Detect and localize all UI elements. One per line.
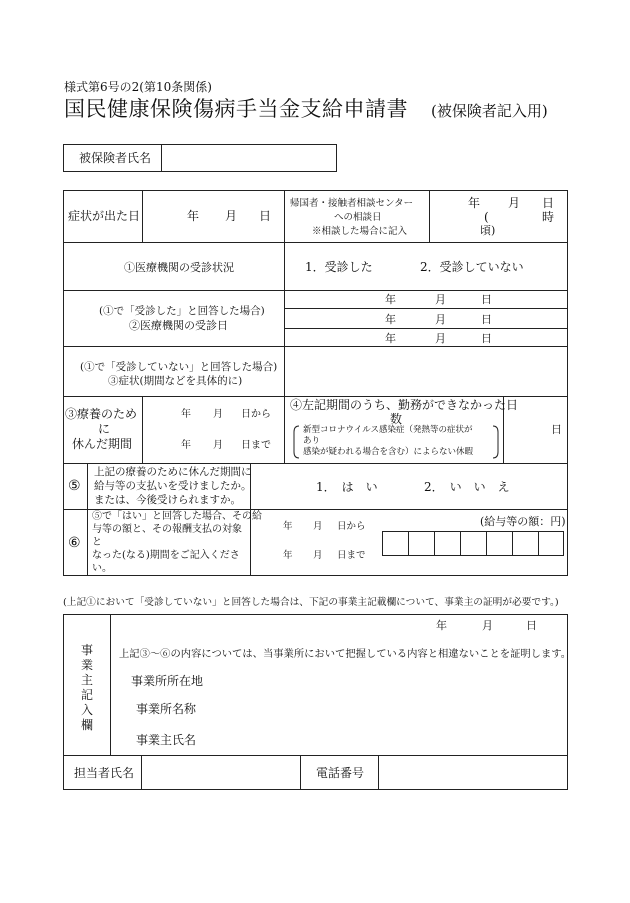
employer-owner-field[interactable] [215, 731, 555, 751]
employer-date-field[interactable]: 年 月 日 [436, 619, 537, 632]
insured-name-field[interactable] [163, 146, 335, 170]
q3b-period-field[interactable]: 年 月 日から 年 月 日まで [181, 409, 271, 451]
employer-address-field[interactable] [215, 672, 555, 692]
consult-label-2: への相談日 [334, 212, 382, 223]
employer-name-label: 事業所名称 [136, 702, 197, 716]
q2-date-1[interactable]: 年 月 日 [385, 293, 492, 306]
consult-date-field[interactable]: 年 月 日 ( 時 頃) [468, 196, 555, 237]
q5-option-yes[interactable]: 1． は い [316, 480, 378, 494]
q5-number: ⑤ [68, 478, 81, 494]
q3a-symptom-field[interactable] [285, 347, 567, 395]
employer-owner-label: 事業主氏名 [136, 733, 197, 747]
q6-amount-boxes[interactable] [382, 531, 564, 556]
employer-note: (上記①において「受診していない」と回答した場合は、下記の事業主記載欄について、事業主の証明が必要です。) [63, 597, 559, 608]
q5-text-2: 給与等の支払いを受けましたか。 [94, 480, 252, 492]
symptom-date-field[interactable]: 年 月 日 [187, 209, 272, 223]
phone-field[interactable] [379, 756, 567, 789]
consult-label-1: 帰国者・接触者相談センター [290, 198, 414, 209]
q5-text-3: または、今後受けられますか。 [94, 494, 241, 506]
form-number: 様式第6号の2(第10条関係) [64, 80, 212, 94]
q6-amount-label: (給与等の額：円) [480, 515, 566, 528]
q4-note-3: 感染が疑われる場合を含む）によらない休暇 [303, 447, 474, 457]
employer-name-field[interactable] [215, 700, 555, 720]
q1-option-not-visited[interactable]: 2．受診していない [420, 260, 524, 274]
q2-date-2[interactable]: 年 月 日 [385, 313, 492, 326]
q4-note-2: あり [303, 436, 321, 446]
q6-text-4: なった(なる)期間をご記入くださ [92, 550, 240, 561]
q3b-label-3: 休んだ期間 [72, 437, 133, 451]
q1-label: ①医療機関の受診状況 [124, 261, 234, 274]
q4-days-field[interactable]: 日 [551, 423, 562, 436]
form-title: 国民健康保険傷病手当金支給申請書 [64, 97, 408, 121]
q4-label-2: 数 [390, 412, 403, 426]
q3b-label-1: ③療養のため [65, 407, 138, 421]
insured-name-label: 被保険者氏名 [79, 151, 152, 165]
q2-label-1: (①で「受診した」と回答した場合) [99, 305, 265, 317]
q3a-label-2: ③症状(期間などを具体的に) [108, 375, 243, 387]
employer-address-label: 事業所所在地 [131, 674, 204, 688]
staff-name-field[interactable] [142, 756, 299, 789]
staff-name-label: 担当者氏名 [74, 766, 135, 780]
form-subtitle: (被保険者記入用) [431, 102, 548, 120]
employer-certify-text: 上記③～⑥の内容については、当事業所において把握している内容と相違ないことを証明します。 [119, 648, 572, 660]
q6-number: ⑥ [68, 535, 81, 551]
q4-label-1: ④左記期間のうち、勤務ができなかった日 [290, 398, 519, 412]
symptom-date-label: 症状が出た日 [68, 209, 141, 223]
q6-text-2: 与等の額と、その報酬支払の対象 [92, 524, 242, 535]
q6-text-3: と [92, 537, 102, 548]
phone-label: 電話番号 [316, 766, 365, 780]
q2-label-2: ②医療機関の受診日 [129, 319, 228, 332]
q4-note-1: 新型コロナウイルス感染症（発熱等の症状が [303, 425, 473, 435]
q6-text-5: い。 [92, 563, 112, 574]
q5-option-no[interactable]: 2． い い え [424, 480, 510, 494]
q3b-label-2: に [98, 422, 111, 436]
q3a-label-1: (①で「受診していない」と回答した場合) [80, 361, 278, 373]
q6-text-1: ⑤で「はい」と回答した場合、その給 [92, 511, 262, 522]
q5-text-1: 上記の療養のために休んだ期間に [94, 466, 252, 478]
q2-date-3[interactable]: 年 月 日 [385, 332, 492, 345]
consult-label-3: ※相談した場合に記入 [312, 226, 408, 237]
q6-period-field[interactable]: 年 月 日から 年 月 日まで [283, 521, 366, 561]
q1-option-visited[interactable]: 1．受診した [305, 260, 373, 274]
